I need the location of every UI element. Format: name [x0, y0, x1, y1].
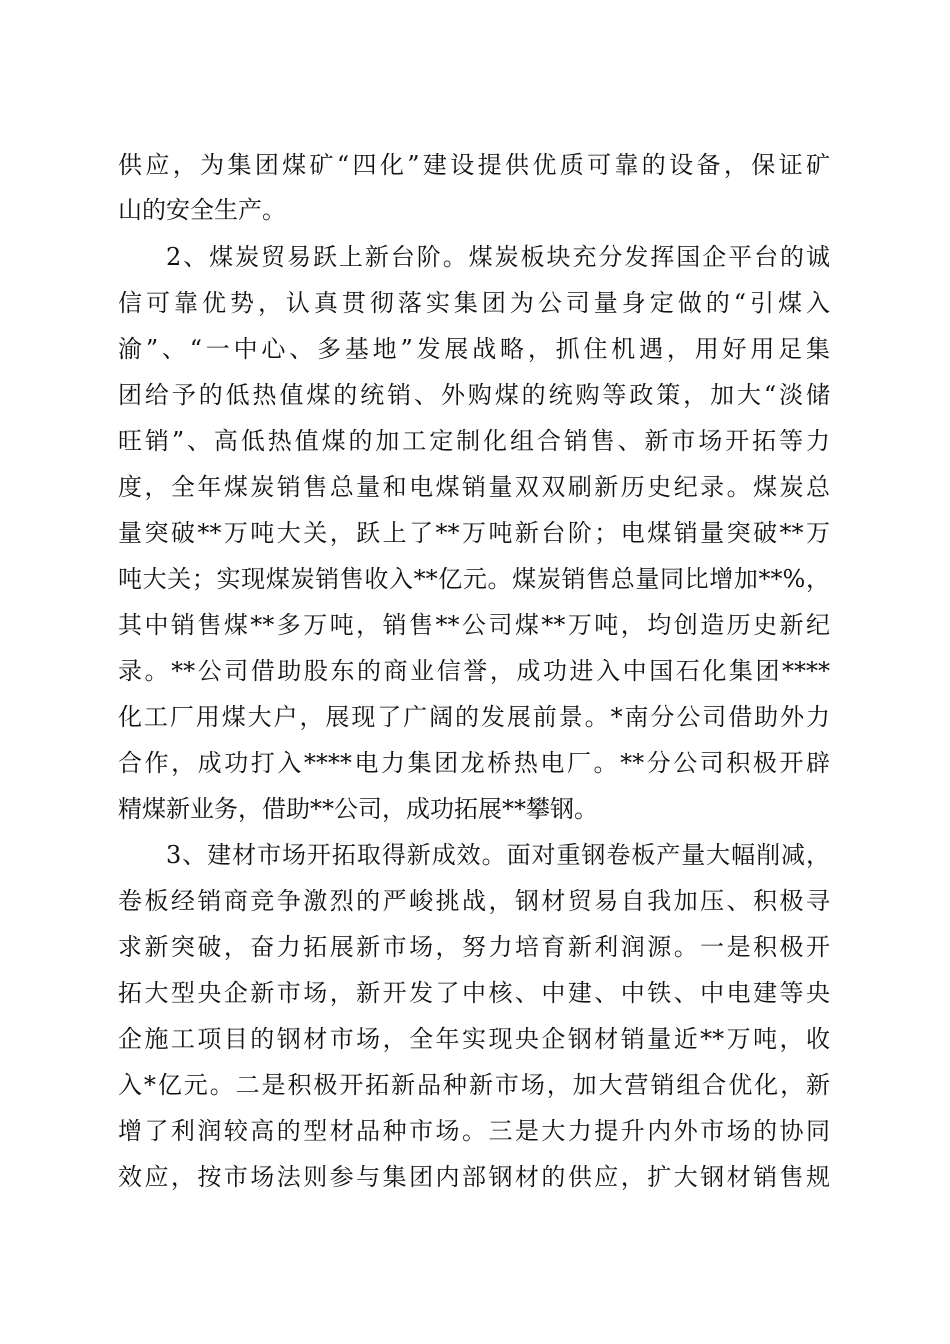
text-line: 旺销”、高低热值煤的加工定制化组合销售、新市场开拓等力 — [118, 427, 830, 455]
text-line: 山的安全生产。 — [118, 196, 286, 224]
text-line: 渝”、“一中心、多基地”发展战略，抓住机遇，用好用足集 — [118, 335, 830, 363]
text-line: 信可靠优势，认真贯彻落实集团为公司量身定做的“引煤入 — [118, 289, 830, 317]
text-line: 化工厂用煤大户，展现了广阔的发展前景。*南分公司借助外力 — [118, 703, 830, 731]
paragraph-2-heading-line: 2、煤炭贸易跃上新台阶。煤炭板块充分发挥国企平台的诚 — [166, 243, 830, 271]
text-line: 其中销售煤**多万吨，销售**公司煤**万吨，均创造历史新纪 — [118, 611, 830, 639]
text-line: 精煤新业务，借助**公司，成功拓展**攀钢。 — [118, 795, 598, 823]
text-line: 合作，成功打入****电力集团龙桥热电厂。**分公司积极开辟 — [118, 749, 830, 777]
text-line: 吨大关；实现煤炭销售收入**亿元。煤炭销售总量同比增加**%， — [118, 565, 830, 593]
text-line: 求新突破，奋力拓展新市场，努力培育新利润源。一是积极开 — [118, 933, 830, 961]
paragraph-3-heading-line: 3、建材市场开拓取得新成效。面对重钢卷板产量大幅削减， — [166, 841, 830, 869]
text-line: 供应，为集团煤矿“四化”建设提供优质可靠的设备，保证矿 — [118, 151, 830, 179]
text-line: 增了利润较高的型材品种市场。三是大力提升内外市场的协同 — [118, 1117, 830, 1145]
text-line: 度，全年煤炭销售总量和电煤销量双双刷新历史纪录。煤炭总 — [118, 473, 830, 501]
text-line: 拓大型央企新市场，新开发了中核、中建、中铁、中电建等央 — [118, 979, 830, 1007]
text-line: 录。**公司借助股东的商业信誉，成功进入中国石化集团**** — [118, 657, 830, 685]
text-line: 卷板经销商竞争激烈的严峻挑战，钢材贸易自我加压、积极寻 — [118, 887, 830, 915]
text-line: 量突破**万吨大关，跃上了**万吨新台阶；电煤销量突破**万 — [118, 519, 830, 547]
text-line: 企施工项目的钢材市场，全年实现央企钢材销量近**万吨，收 — [118, 1025, 830, 1053]
text-line: 效应，按市场法则参与集团内部钢材的供应，扩大钢材销售规 — [118, 1163, 830, 1191]
text-line: 入*亿元。二是积极开拓新品种新市场，加大营销组合优化，新 — [118, 1071, 830, 1099]
text-line: 团给予的低热值煤的统销、外购煤的统购等政策，加大“淡储 — [118, 381, 830, 409]
